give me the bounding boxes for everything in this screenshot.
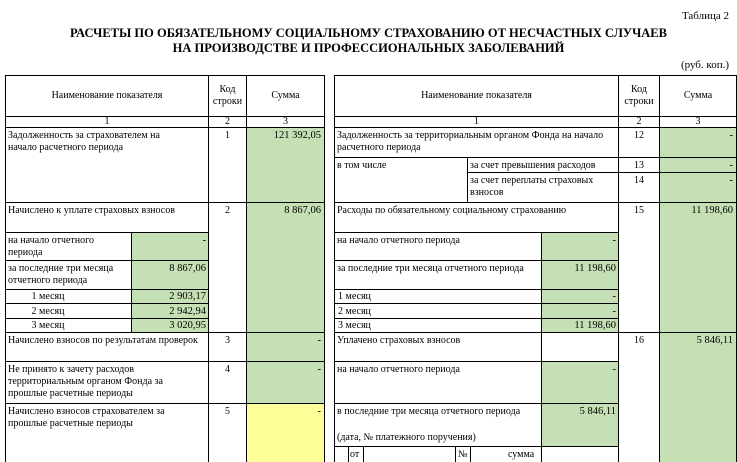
right-col-num-1: 1 bbox=[474, 116, 479, 127]
right-row-overpay-sum: - bbox=[729, 175, 733, 186]
right-row-debt-fund-sum: - bbox=[729, 130, 733, 141]
left-col-num-3: 3 bbox=[283, 116, 288, 127]
right-row-overpay-code: 14 bbox=[634, 175, 644, 186]
left-row-by-insurer-code: 5 bbox=[225, 406, 230, 417]
left-row-m1-sum: 2 903,17 bbox=[169, 291, 206, 302]
right-row-m3-sum: 11 198,60 bbox=[574, 320, 616, 331]
right-row-debt-fund-code: 12 bbox=[634, 130, 644, 141]
units-label: (руб. коп.) bbox=[680, 59, 729, 71]
right-row-last3-sum: 11 198,60 bbox=[574, 263, 616, 274]
right-row-paid-last3-sum: 5 846,11 bbox=[579, 406, 616, 417]
right-row-last3-label: за последние три месяца отчетного периода bbox=[337, 263, 524, 274]
right-row-m1-sum: - bbox=[612, 291, 616, 302]
right-row-paid-code: 16 bbox=[634, 335, 644, 346]
left-row-accrued-code: 2 bbox=[225, 205, 230, 216]
right-col-num-2: 2 bbox=[636, 116, 642, 127]
left-row-last3-sum: 8 867,06 bbox=[169, 263, 206, 274]
left-row-accrued-label: Начислено к уплате страховых взносов bbox=[8, 205, 175, 216]
left-row-audit-sum: - bbox=[317, 335, 321, 346]
right-row-incl-label: в том числе bbox=[337, 160, 387, 171]
right-header-sum: Сумма bbox=[683, 90, 713, 101]
right-row-m2-label: 2 месяц bbox=[338, 306, 371, 317]
left-header-sum: Сумма bbox=[271, 90, 300, 101]
left-row-debt-start-sum: 121 392,05 bbox=[273, 130, 321, 141]
right-header-code: Код строки bbox=[624, 84, 654, 107]
right-row-excess-code: 13 bbox=[634, 160, 644, 171]
right-sub-header-sum: сумма bbox=[508, 449, 535, 460]
left-row-m3-label: 3 месяц bbox=[31, 320, 65, 331]
right-row-excess-sum: - bbox=[729, 160, 733, 171]
left-row-not-accepted-code: 4 bbox=[225, 364, 230, 375]
left-header-code: Код строки bbox=[212, 84, 243, 107]
left-row-m2-sum: 2 942,94 bbox=[169, 306, 206, 317]
title-line-2: НА ПРОИЗВОДСТВЕ И ПРОФЕССИОНАЛЬНЫХ ЗАБОЛЕВАНИЙ bbox=[172, 41, 565, 55]
left-row-not-accepted-label: Не принято к зачету расходов территориальным органом Фонда за прошлые расчетные периоды bbox=[8, 364, 163, 399]
left-row-by-insurer-label: Начислено взносов страхователем за прошлые расчетные периоды bbox=[8, 406, 165, 429]
left-row-m1-label: 1 месяц bbox=[31, 291, 65, 302]
right-row-overpay-label: за счет переплаты страховых взносов bbox=[470, 175, 594, 198]
right-header-name: Наименование показателя bbox=[421, 90, 532, 101]
right-row-excess-label: за счет превышения расходов bbox=[470, 160, 596, 171]
right-row-paid-start-sum: - bbox=[612, 364, 616, 375]
right-row-paid-start-label: на начало отчетного периода bbox=[337, 364, 460, 375]
left-row-audit-code: 3 bbox=[225, 335, 230, 346]
title-line-1: РАСЧЕТЫ ПО ОБЯЗАТЕЛЬНОМУ СОЦИАЛЬНОМУ СТРАХОВАНИЮ ОТ НЕСЧАСТНЫХ СЛУЧАЕВ bbox=[70, 26, 667, 40]
left-header-name: Наименование показателя bbox=[51, 90, 163, 101]
left-row-m3-sum: 3 020,95 bbox=[169, 320, 206, 331]
page-title bbox=[0, 26, 737, 56]
right-row-expenses-label: Расходы по обязательному социальному страхованию bbox=[337, 205, 567, 216]
right-row-period-start-sum: - bbox=[612, 235, 616, 246]
left-row-not-accepted-sum: - bbox=[317, 364, 321, 375]
left-row-accrued-sum: 8 867,06 bbox=[284, 205, 321, 216]
right-sub-header-from: от bbox=[350, 449, 360, 460]
left-row-debt-start-code: 1 bbox=[225, 130, 230, 141]
table-number: Таблица 2 bbox=[681, 10, 729, 22]
left-row-audit-label: Начислено взносов по результатам проверок bbox=[8, 335, 198, 346]
right-col-num-3: 3 bbox=[695, 116, 701, 127]
right-row-period-start-label: на начало отчетного периода bbox=[337, 235, 460, 246]
left-row-period-start-sum: - bbox=[202, 235, 206, 246]
left-row-last3-label: за последние три месяца отчетного периода bbox=[8, 263, 114, 286]
right-row-m1-label: 1 месяц bbox=[338, 291, 371, 302]
right-row-paid-sum: 5 846,11 bbox=[696, 335, 733, 346]
right-row-paid-label: Уплачено страховых взносов bbox=[337, 335, 461, 346]
right-row-expenses-code: 15 bbox=[634, 205, 644, 216]
left-row-by-insurer-sum: - bbox=[317, 406, 321, 417]
left-col-num-2: 2 bbox=[225, 116, 230, 127]
right-row-m2-sum: - bbox=[612, 306, 616, 317]
left-row-debt-start-label: Задолженность за страхователем на начало расчетного периода bbox=[8, 130, 160, 153]
left-row-period-start-label: на начало отчетного периода bbox=[8, 235, 95, 258]
right-row-paid-last3-label: в последние три месяца отчетного периода bbox=[337, 406, 521, 417]
right-row-m3-label: 3 месяц bbox=[338, 320, 371, 331]
left-row-m2-label: 2 месяц bbox=[31, 306, 65, 317]
left-col-num-1: 1 bbox=[104, 116, 110, 127]
right-row-expenses-sum: 11 198,60 bbox=[691, 205, 733, 216]
right-row-paid-last3-note: (дата, № платежного поручения) bbox=[337, 432, 476, 443]
right-sub-header-num: № bbox=[458, 449, 468, 460]
right-row-debt-fund-label: Задолженность за территориальным органом Фонда на начало расчетного периода bbox=[337, 130, 604, 153]
